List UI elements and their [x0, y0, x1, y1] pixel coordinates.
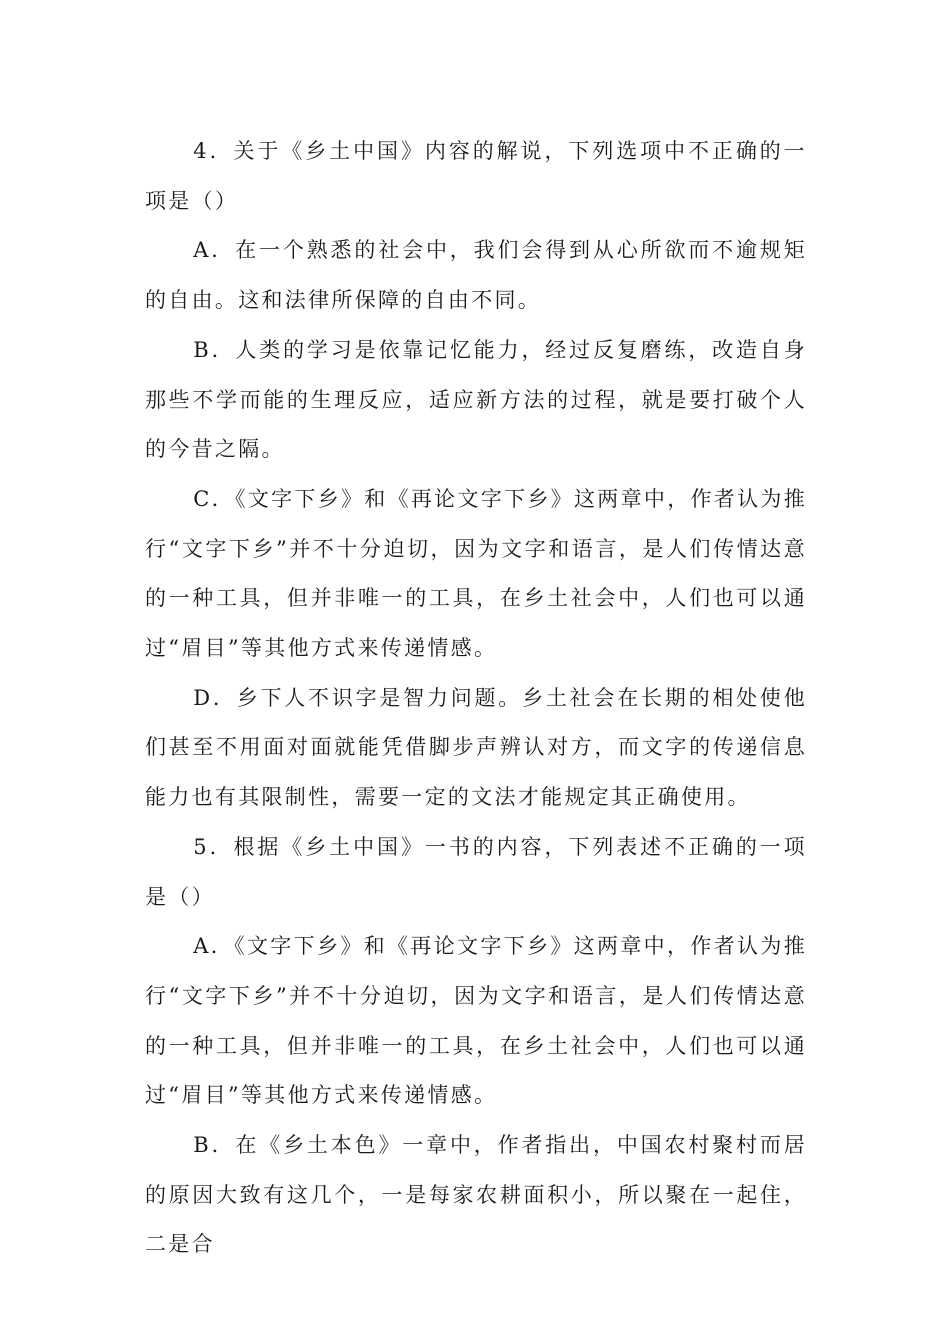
- document-body: [145, 127, 807, 1270]
- question-4-option-a: A．在一个熟悉的社会中，我们会得到从心所欲而不逾规矩的自由。这和法律所保障的自由不同。: [145, 238, 807, 313]
- question-4-option-c: C．《文字下乡》和《再论文字下乡》这两章中，作者认为推行“文字下乡”并不十分迫切，因为文字和语言，是人们传情达意的一种工具，但并非唯一的工具，在乡土社会中，人们也可以通过“眉目”等其他方式来传递情感。: [145, 486, 807, 661]
- question-4-stem: 4．关于《乡土中国》内容的解说，下列选项中不正确的一项是（）: [145, 139, 807, 213]
- question-5-option-a: A．《文字下乡》和《再论文字下乡》这两章中，作者认为推行“文字下乡”并不十分迫切，因为文字和语言，是人们传情达意的一种工具，但并非唯一的工具，在乡土社会中，人们也可以通过“眉目”等其他方式来传递情感。: [145, 934, 807, 1108]
- question-5-stem: 5．根据《乡土中国》一书的内容，下列表述不正确的一项是（）: [145, 834, 807, 909]
- question-4-option-b: B．人类的学习是依靠记忆能力，经过反复磨练，改造自身那些不学而能的生理反应，适应新方法的过程，就是要打破个人的今昔之隔。: [145, 337, 807, 462]
- question-5-option-b: B．在《乡土本色》一章中，作者指出，中国农村聚村而居的原因大致有这几个，一是每家农耕面积小，所以聚在一起住，二是合: [145, 1133, 807, 1257]
- question-4-option-d: D．乡下人不识字是智力问题。乡土社会在长期的相处使他们甚至不用面对面就能凭借脚步声辨认对方，而文字的传递信息能力也有其限制性，需要一定的文法才能规定其正确使用。: [145, 685, 807, 810]
